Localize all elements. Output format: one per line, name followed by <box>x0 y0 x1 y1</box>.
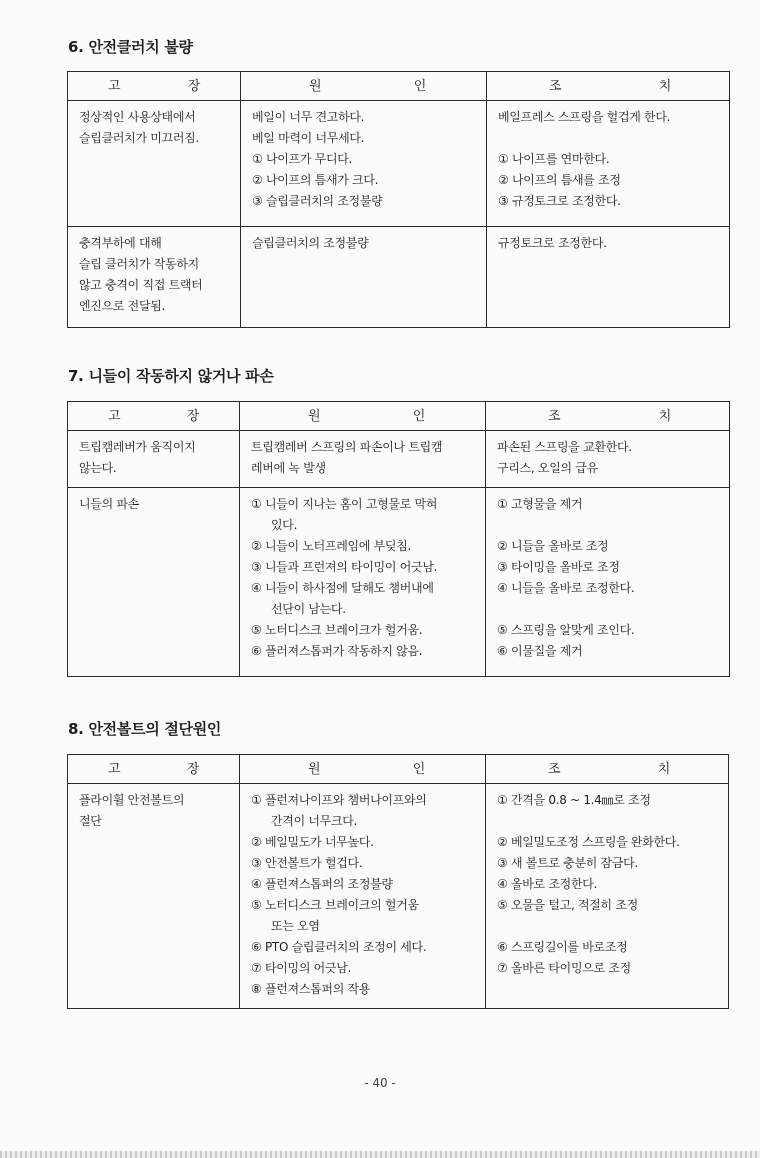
action-cell <box>487 227 730 328</box>
section-7-title: 7. 니들이 작동하지 않거나 파손 <box>68 367 274 385</box>
cell-line: 베일 마력이 너무세다. <box>252 131 365 145</box>
cell-line: ③ 안전볼트가 헐겁다. <box>251 856 363 870</box>
cell-line: ⑦ 타이밍의 어긋남. <box>251 961 352 975</box>
section-6-table <box>67 71 730 328</box>
cell-line: ② 나이프의 틈새가 크다. <box>252 173 379 187</box>
cause-cell <box>241 101 487 227</box>
fault-cell <box>68 488 240 677</box>
cell-line: ⑥ PTO 슬립클러치의 조정이 세다. <box>251 940 427 954</box>
section-6-title: 6. 안전클러치 불량 <box>68 38 193 56</box>
cell-line: ② 베일밀도가 너무높다. <box>251 835 374 849</box>
cell-line <box>497 916 718 937</box>
cell-line: 베일프레스 스프링을 헐겁게 한다. <box>498 110 671 124</box>
action-cell <box>487 101 730 227</box>
cell-line: ③ 새 볼트로 충분히 잠금다. <box>497 856 638 870</box>
cause-cell <box>241 227 487 328</box>
cell-line: 있다. <box>271 518 298 532</box>
table-header-row <box>68 72 730 101</box>
cell-line <box>497 599 719 620</box>
cell-line: 또는 오염 <box>271 919 320 933</box>
cell-line: 파손된 스프링을 교환한다. <box>497 440 632 454</box>
fault-cell <box>68 101 241 227</box>
section-8-table <box>67 754 729 1009</box>
cell-line: 간격이 너무크다. <box>271 814 358 828</box>
header-fault: 고 장 <box>108 408 199 424</box>
cell-line: 트립캠레버가 움직이지 <box>79 440 196 454</box>
cell-line: ④ 니들을 올바로 조정한다. <box>497 581 635 595</box>
header-action: 조 치 <box>548 761 670 777</box>
table-header-row <box>68 402 730 431</box>
cell-line: ② 니들이 노터프레임에 부딪침. <box>251 539 412 553</box>
fault-cell <box>68 431 240 488</box>
cell-line: ④ 니들이 하사점에 달해도 챔버내에 <box>251 581 434 595</box>
cell-line: 플라이휠 안전볼트의 <box>79 793 185 807</box>
cell-line: ② 니들을 올바로 조정 <box>497 539 609 553</box>
table-row <box>68 784 729 1009</box>
header-cause: 원 인 <box>308 761 425 777</box>
cell-line: 선단이 남는다. <box>271 602 346 616</box>
cell-line: 절단 <box>79 814 102 828</box>
cause-cell <box>240 784 486 1009</box>
cause-cell <box>240 488 486 677</box>
cell-line: ⑥ 이물질을 제거 <box>497 644 583 658</box>
cell-line: ① 니들이 지나는 홈이 고형물로 막혀 <box>251 497 438 511</box>
page-number: - 40 - <box>364 1076 396 1090</box>
fault-cell <box>68 227 241 328</box>
cell-line <box>497 515 719 536</box>
header-action: 조 치 <box>549 78 671 94</box>
cell-line: 않는다. <box>79 461 117 475</box>
cell-line <box>498 128 719 149</box>
cell-line: 정상적인 사용상태에서 <box>79 110 196 124</box>
header-fault: 고 장 <box>108 78 200 94</box>
cell-line: 구리스, 오일의 급유 <box>497 461 598 475</box>
table-header-row <box>68 755 729 784</box>
table-row <box>68 431 730 488</box>
cell-line: 니들의 파손 <box>79 497 139 511</box>
section-7-table <box>67 401 730 677</box>
cell-line: ② 베일밀도조정 스프링을 완화한다. <box>497 835 680 849</box>
cell-line <box>497 811 718 832</box>
header-cause: 원 인 <box>309 78 426 94</box>
cell-line: 슬립 클러치가 작동하지 <box>79 257 199 271</box>
cell-line: 슬립클러치의 조정불량 <box>252 236 369 250</box>
cell-line: ① 고형물을 제거 <box>497 497 583 511</box>
header-cause: 원 인 <box>308 408 425 424</box>
cell-line: ① 간격을 0.8 ~ 1.4㎜로 조정 <box>497 793 651 807</box>
cell-line: ③ 규정토크로 조정한다. <box>498 194 621 208</box>
cell-line: ⑧ 플런져스톱퍼의 작용 <box>251 982 371 996</box>
cell-line: ④ 플런져스톱퍼의 조정불량 <box>251 877 393 891</box>
fault-cell <box>68 784 240 1009</box>
action-cell <box>486 784 729 1009</box>
cell-line: ③ 니들과 프런져의 타이밍이 어긋남. <box>251 560 438 574</box>
cell-line: 슬립클러치가 미끄러짐. <box>79 131 199 145</box>
cell-line: ④ 올바로 조정한다. <box>497 877 598 891</box>
cell-line: ① 나이프를 연마한다. <box>498 152 610 166</box>
cell-line: 레버에 녹 발생 <box>251 461 326 475</box>
table-row <box>68 227 730 328</box>
table-row <box>68 488 730 677</box>
cell-line: 베일이 너무 견고하다. <box>252 110 365 124</box>
cause-cell <box>240 431 486 488</box>
cell-line: 않고 충격이 직접 트랙터 <box>79 278 203 292</box>
cell-line: 엔진으로 전달됨. <box>79 299 166 313</box>
cell-line: ⑥ 스프링길이를 바로조정 <box>497 940 628 954</box>
cell-line: 충격부하에 대해 <box>79 236 162 250</box>
action-cell <box>486 488 730 677</box>
cell-line: ⑥ 플러져스톱퍼가 작동하지 않음. <box>251 644 423 658</box>
cell-line: ⑤ 오물을 털고, 적절히 조정 <box>497 898 638 912</box>
cell-line: ⑤ 노터디스크 브레이크가 헐거움. <box>251 623 423 637</box>
cell-line: ⑤ 노터디스크 브레이크의 헐거움 <box>251 898 419 912</box>
header-fault: 고 장 <box>108 761 199 777</box>
header-action: 조 치 <box>548 408 671 424</box>
cell-line: ⑦ 올바른 타이밍으로 조정 <box>497 961 631 975</box>
scan-edge <box>0 1151 760 1158</box>
cell-line: 규정토크로 조정한다. <box>498 236 607 250</box>
cell-line: ③ 슬립클러치의 조정불량 <box>252 194 383 208</box>
cell-line: ① 플런져나이프와 챔버나이프와의 <box>251 793 427 807</box>
table-row <box>68 101 730 227</box>
cell-line: ① 나이프가 무디다. <box>252 152 353 166</box>
cell-line: ⑤ 스프링을 알맞게 조인다. <box>497 623 635 637</box>
cell-line: ③ 타이밍을 올바로 조정 <box>497 560 620 574</box>
cell-line: 트립캠레버 스프링의 파손이나 트립캠 <box>251 440 443 454</box>
section-8-title: 8. 안전볼트의 절단원인 <box>68 720 222 738</box>
cell-line: ② 나이프의 틈새를 조정 <box>498 173 621 187</box>
action-cell <box>486 431 730 488</box>
